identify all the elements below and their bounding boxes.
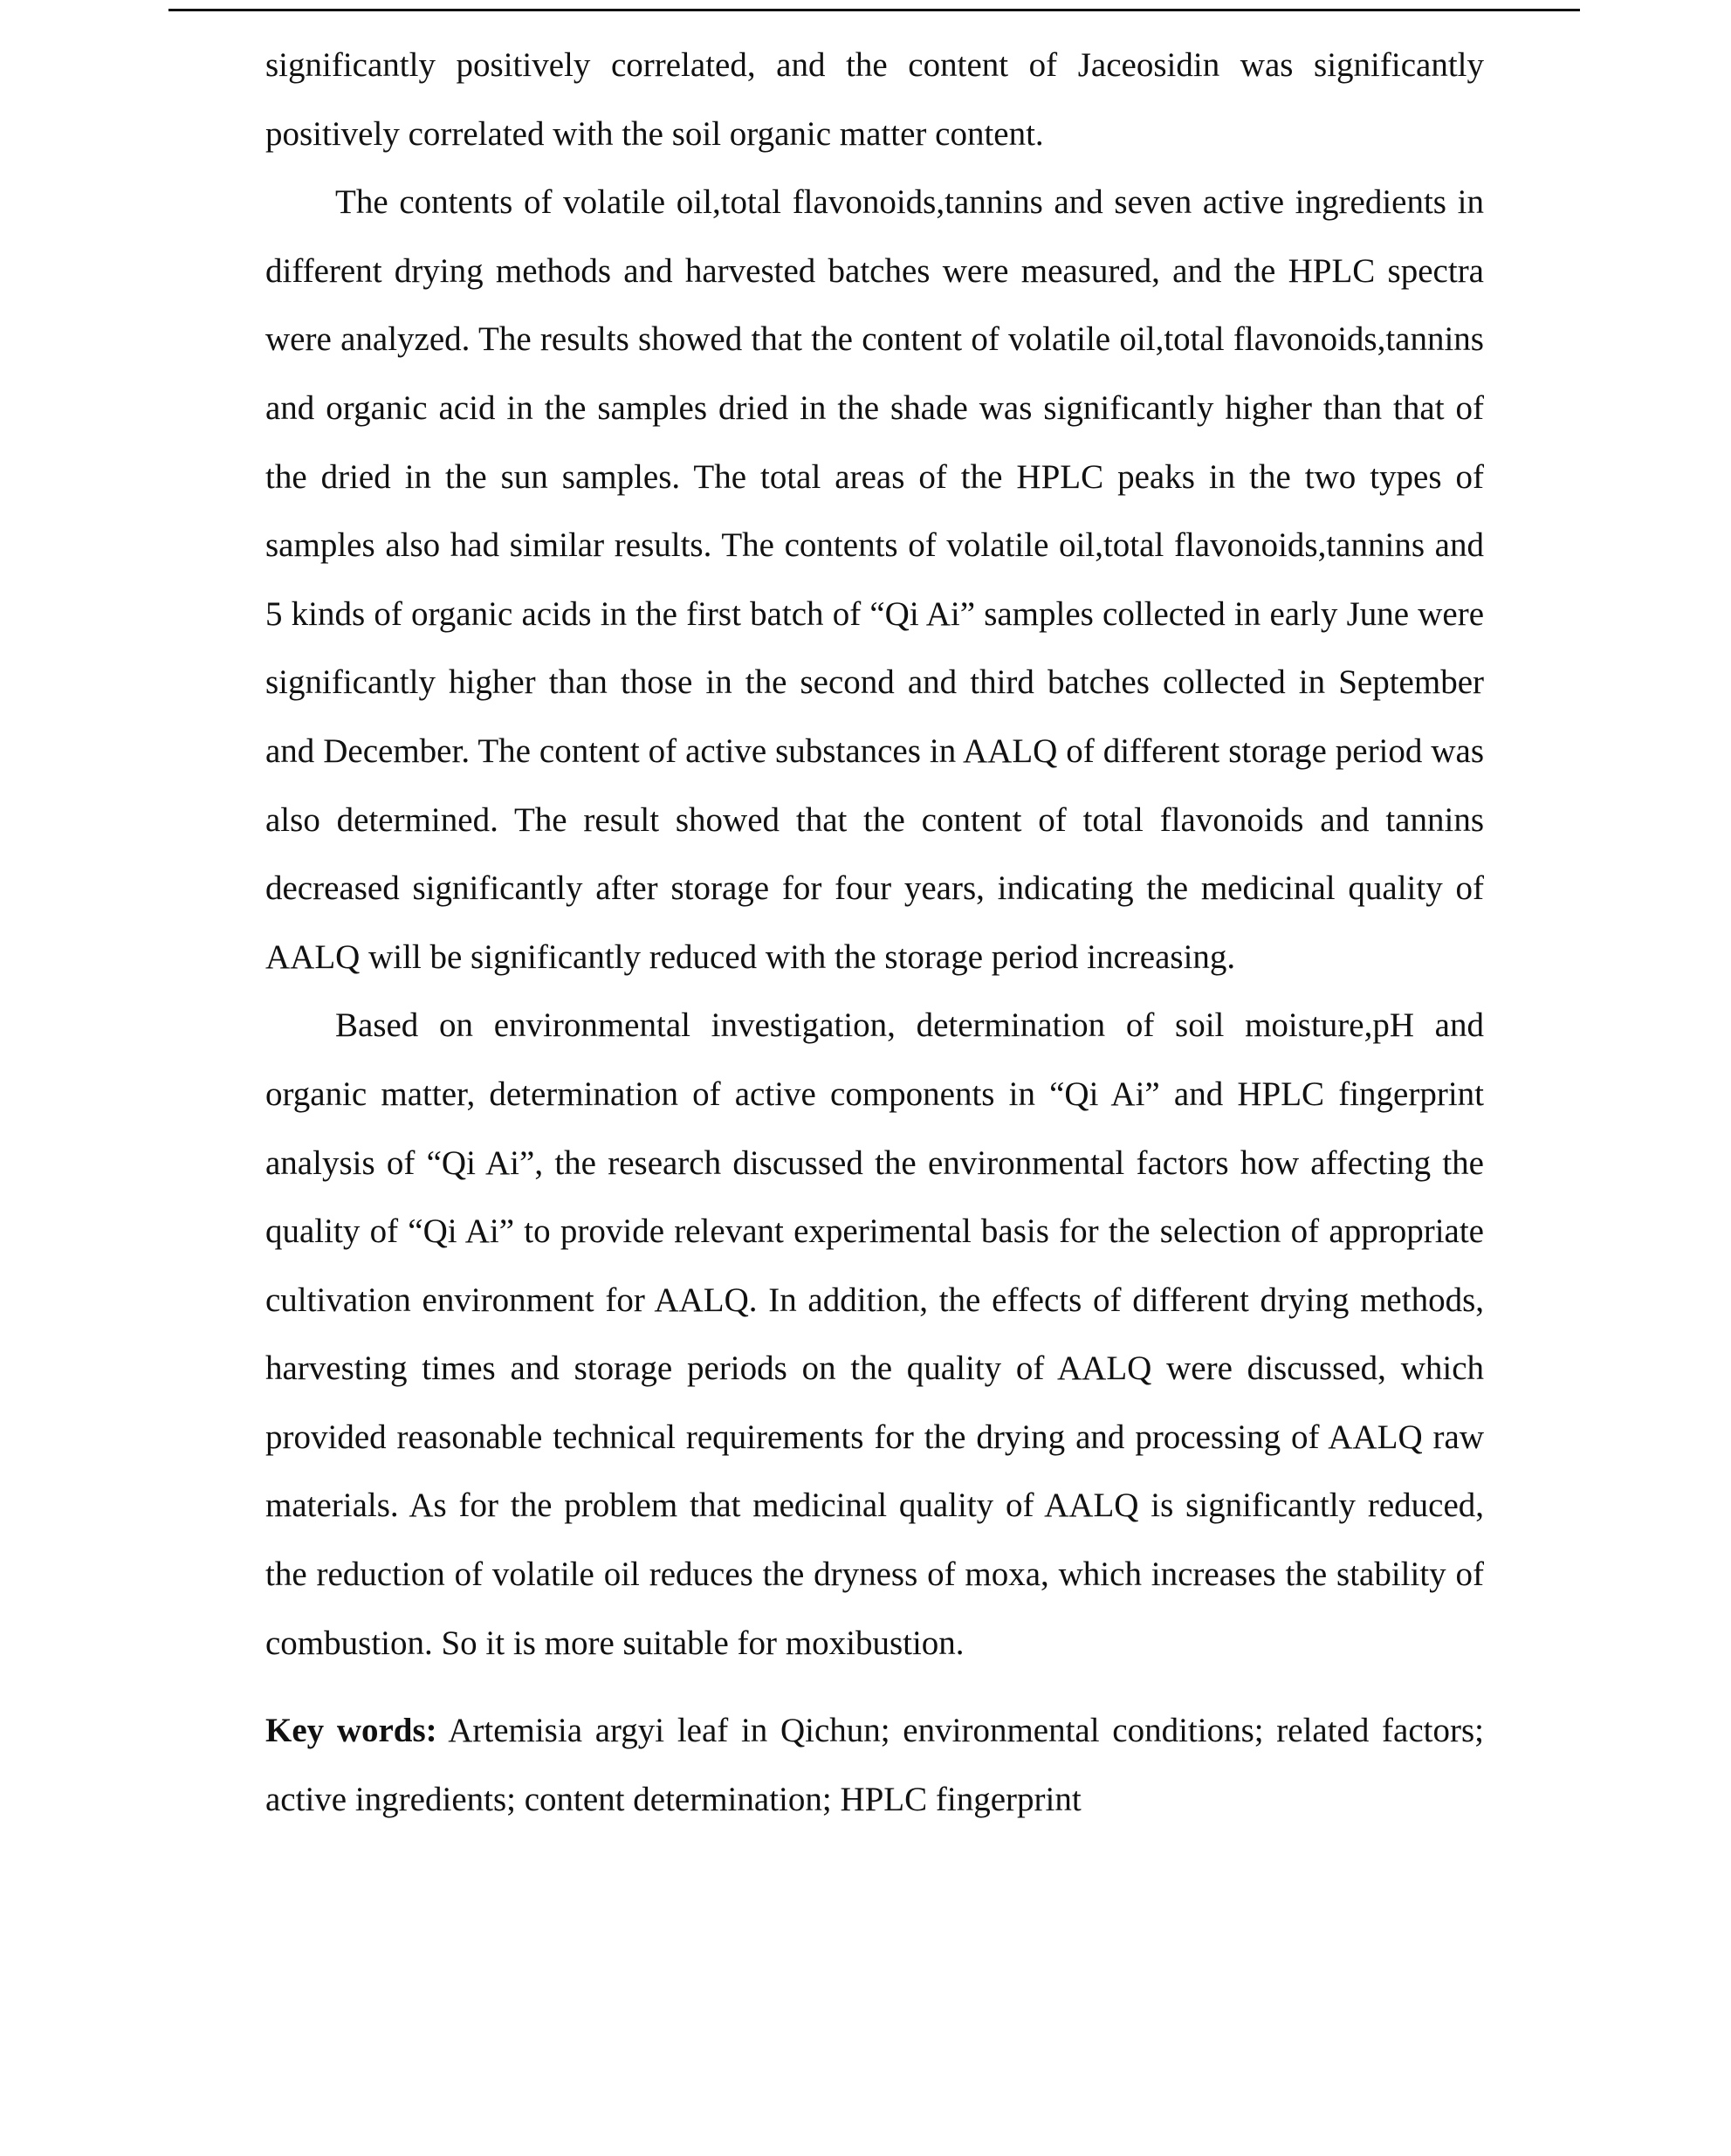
keywords <box>265 1697 1484 1834</box>
paragraph-3: Based on environmental investigation, determination of soil moisture,pH and organic matter, determination of active components in “Qi Ai” and HPLC fingerprint analysis of “Qi Ai”, the research discussed the environmental factors how affecting the quality of “Qi Ai” to provide relevant experimental basis for the selection of appropriate cultivation environment for AALQ. In addition, the effects of different drying methods, harvesting times and storage periods on the quality of AALQ were discussed, which provided reasonable technical requirements for the drying and processing of AALQ raw materials. As for the problem that medicinal quality of AALQ is significantly reduced, the reduction of volatile oil reduces the dryness of moxa, which increases the stability of combustion. So it is more suitable for moxibustion. <box>265 1006 1484 1662</box>
abstract-body <box>265 31 1484 1834</box>
paragraph-1: significantly positively correlated, and the content of Jaceosidin was significantly positively correlated with the soil organic matter content. <box>265 46 1484 153</box>
keywords-label: Key words: <box>265 1712 437 1750</box>
header-rule <box>168 9 1580 11</box>
running-header <box>0 0 1731 5</box>
keywords-text: Artemisia argyi leaf in Qichun; environmental conditions; related factors; active ingredients; content determination; HPLC fingerprint <box>265 1712 1484 1818</box>
paragraph-2: The contents of volatile oil,total flavonoids,tannins and seven active ingredients in different drying methods and harvested batches were measured, and the HPLC spectra were analyzed. The results showed that the content of volatile oil,total flavonoids,tannins and organic acid in the samples dried in the shade was significantly higher than that of the dried in the sun samples. The total areas of the HPLC peaks in the two types of samples also had similar results. The contents of volatile oil,total flavonoids,tannins and 5 kinds of organic acids in the first batch of “Qi Ai” samples collected in early June were significantly higher than those in the second and third batches collected in September and December. The content of active substances in AALQ of different storage period was also determined. The result showed that the content of total flavonoids and tannins decreased significantly after storage for four years, indicating the medicinal quality of AALQ will be significantly reduced with the storage period increasing. <box>265 183 1484 976</box>
